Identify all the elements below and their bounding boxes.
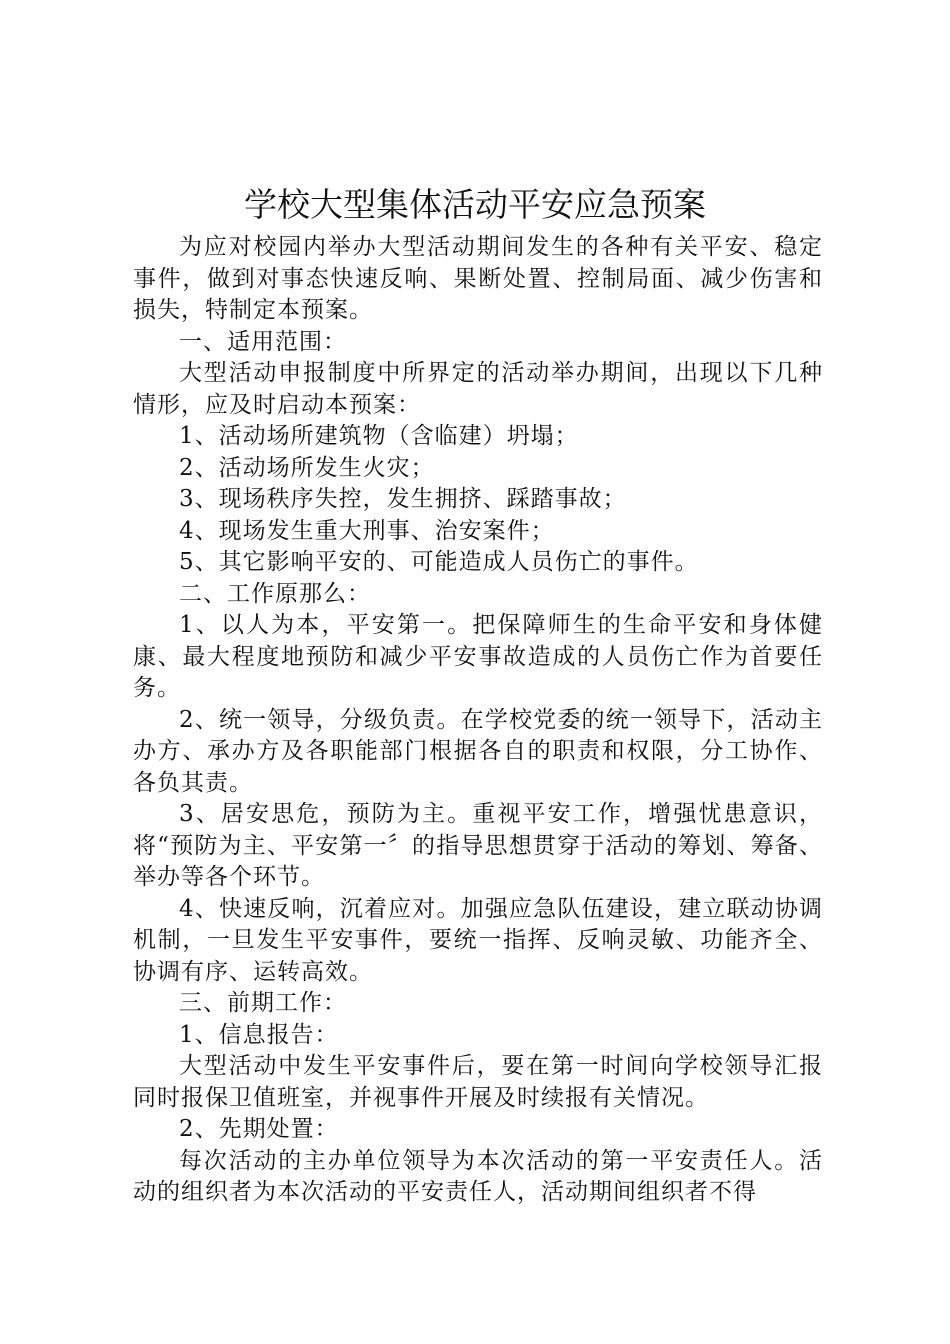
- document-title: 学校大型集体活动平安应急预案: [244, 185, 706, 224]
- subheading-initial-handling: 2、先期处置：: [179, 1116, 339, 1142]
- principle-paragraph: 3、居安思危，预防为主。重视平安工作，增强忧患意识，将“预防为主、平安第一〞的指导思想贯穿于活动的筹划、筹备、举办等各个环节。: [133, 801, 823, 890]
- principle-paragraph: 2、统一领导，分级负责。在学校党委的统一领导下，活动主办方、承办方及各职能部门根据各自的职责和权限，分工协作、各负其责。: [133, 706, 823, 796]
- paragraph-intro: 为应对校园内举办大型活动期间发生的各种有关平安、稳定事件，做到对事态快速反响、果断处置、控制局面、减少伤害和损失，特制定本预案。: [133, 234, 823, 323]
- list-item: 4、现场发生重大刑事、治安案件；: [179, 517, 555, 544]
- principle-paragraph: 1、以人为本，平安第一。把保障师生的生命平安和身体健康、最大程度地预防和减少平安事故造成的人员伤亡作为首要任务。: [133, 612, 823, 701]
- section-heading-principles: 二、工作原那么：: [179, 580, 371, 607]
- list-item: 1、活动场所建筑物（含临建）坍塌；: [179, 423, 579, 449]
- principle-paragraph: 4、快速反响，沉着应对。加强应急队伍建设，建立联动协调机制，一旦发生平安事件，要统一指挥、反响灵敏、功能齐全、协调有序、运转高效。: [133, 895, 823, 985]
- list-item: 5、其它影响平安的、可能造成人员伤亡的事件。: [179, 549, 699, 575]
- list-item: 3、现场秩序失控，发生拥挤、踩踏事故；: [179, 486, 627, 512]
- subheading-info-report: 1、信息报告：: [179, 1021, 339, 1048]
- section-heading-preliminary: 三、前期工作：: [179, 990, 347, 1016]
- section-heading-scope: 一、适用范围：: [179, 328, 347, 355]
- list-item: 2、活动场所发生火灾；: [179, 454, 435, 481]
- paragraph-initial-handling: 每次活动的主办单位领导为本次活动的第一平安责任人。活动的组织者为本次活动的平安责任人，活动期间组织者不得: [133, 1147, 823, 1205]
- document-body: [133, 232, 823, 1209]
- paragraph-scope: 大型活动申报制度中所界定的活动举办期间，出现以下几种情形，应及时启动本预案：: [133, 360, 823, 418]
- paragraph-info-report: 大型活动中发生平安事件后，要在第一时间向学校领导汇报同时报保卫值班室，并视事件开展及时续报有关情况。: [133, 1053, 823, 1111]
